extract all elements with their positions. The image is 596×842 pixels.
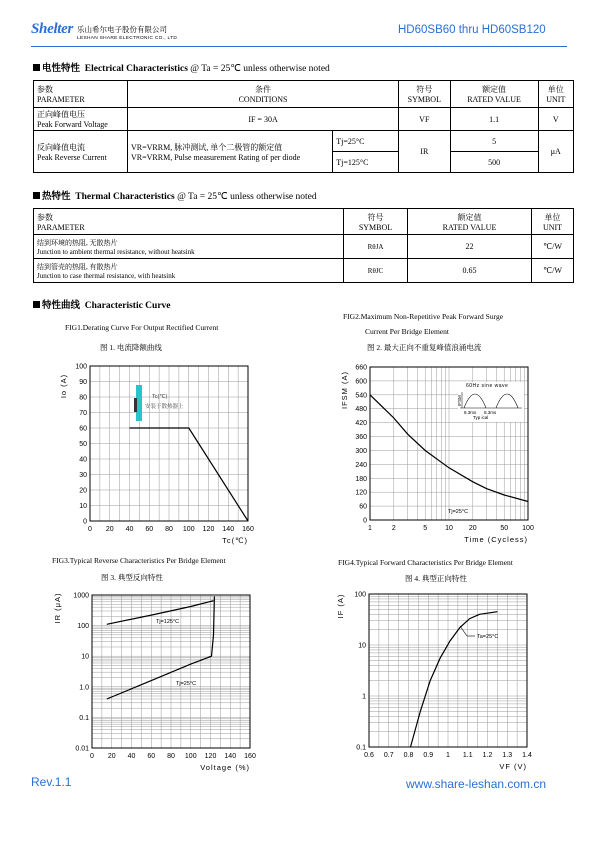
y-tick-label: 0.1 [79, 714, 89, 722]
x-tick-label: 0.7 [383, 752, 394, 759]
y-tick-label: 10 [81, 653, 89, 661]
y-tick-label: 360 [355, 434, 367, 442]
fig3-reverse-chart [48, 586, 260, 778]
y-tick-label: 90 [79, 379, 87, 386]
x-tick-label: 0.6 [364, 752, 374, 759]
x-tick-label: 40 [127, 753, 136, 760]
header-unit: 单位 UNIT [532, 209, 574, 235]
bullet-icon [33, 192, 40, 199]
thermal-section-heading [33, 188, 317, 202]
header-symbol: 符号 SYMBOL [399, 81, 451, 108]
inset-label: 8.3ms [484, 410, 497, 415]
fig2-caption-en-2: Current Per Bridge Element [365, 327, 449, 336]
x-tick-label: 60 [147, 753, 156, 760]
curves-section-heading [33, 297, 171, 311]
annotation-label: Tj=125°C [156, 619, 180, 625]
y-tick-label: 300 [355, 447, 367, 455]
cell-param: 结到环境的热阻, 无散热片 Junction to ambient thermal resistance, without heatsink [34, 235, 344, 259]
electrical-section-heading [33, 60, 330, 74]
x-tick-label: 80 [167, 753, 175, 760]
curves-title-en: Characteristic Curve [84, 301, 171, 311]
fig4-caption-en: FIG4.Typical Forward Characteristics Per Bridge Element [338, 558, 513, 567]
x-tick-label: 20 [107, 753, 116, 760]
x-tick-label: 60 [145, 526, 154, 533]
x-axis-label: Voltage (%) [200, 763, 250, 772]
thermal-table [33, 208, 574, 283]
header-parameter: 参数 PARAMETER [34, 81, 128, 108]
x-tick-label: 160 [242, 526, 254, 533]
x-tick-label: 1.1 [462, 752, 473, 759]
series-line-2 [107, 596, 215, 699]
x-tick-label: 100 [522, 525, 534, 532]
cell-symbol: RθJC [344, 259, 408, 283]
x-tick-label: 160 [244, 753, 256, 760]
cell-value: 0.65 [408, 259, 532, 283]
x-tick-label: 0.8 [403, 752, 414, 759]
x-tick-label: 40 [125, 526, 134, 533]
y-tick-label: 80 [79, 394, 87, 402]
x-tick-label: 20 [468, 525, 477, 532]
y-tick-label: 540 [355, 392, 367, 400]
header-rule [31, 46, 567, 47]
annotation-label: Ta=25°C [477, 634, 499, 640]
y-tick-label: 60 [79, 425, 87, 433]
x-tick-label: 50 [500, 525, 509, 532]
x-tick-label: 5 [423, 525, 428, 532]
electrical-title-cn: 电性特性 [42, 64, 81, 74]
x-tick-label: 80 [165, 526, 173, 533]
x-tick-label: 1 [368, 525, 372, 532]
y-tick-label: 100 [75, 363, 87, 371]
table-row [34, 259, 574, 283]
cell-unit: ℃/W [532, 259, 574, 283]
y-tick-label: 100 [77, 623, 89, 631]
cell-value-125: 500 [450, 152, 538, 173]
y-tick-label: 120 [355, 489, 367, 497]
cell-temp-25: Tj=25°C [333, 131, 399, 152]
table-row [34, 108, 574, 131]
annotation-label: Tj=25°C [176, 681, 197, 687]
annotation-leader [460, 626, 467, 636]
y-axis-label: IFSM (A) [340, 371, 349, 409]
part-number-title: HD60SB60 thru HD60SB120 [398, 24, 546, 36]
y-tick-label: 0 [83, 518, 87, 526]
fig3-caption-en: FIG3.Typical Reverse Characteristics Per Bridge Element [52, 556, 226, 565]
x-tick-label: 1 [446, 752, 450, 759]
legend-text: Tc(℃) [152, 394, 168, 400]
legend-swatch-dark [134, 398, 137, 412]
header-rated-value: 额定值 RATED VALUE [450, 81, 538, 108]
y-axis-label: Io (A) [59, 373, 68, 399]
y-tick-label: 40 [79, 456, 87, 464]
cell-value: 22 [408, 235, 532, 259]
cell-symbol: VF [399, 108, 451, 131]
x-tick-label: 140 [224, 753, 237, 760]
company-name-en: LESHAN SHARE ELECTRONIC CO., LTD [77, 36, 178, 41]
fig1-caption-en: FIG1.Derating Curve For Output Rectified Current [65, 323, 219, 332]
cell-temp-125: Tj=125°C [333, 152, 399, 173]
x-tick-label: 1.4 [522, 752, 532, 759]
header-symbol: 符号 SYMBOL [344, 209, 408, 235]
thermal-title-cn: 热特性 [42, 192, 71, 202]
x-tick-label: 10 [445, 525, 453, 532]
header-unit: 单位 UNIT [538, 81, 573, 108]
x-axis-label: Time (Cycless) [464, 535, 528, 544]
bullet-icon [33, 64, 40, 71]
cell-param: 正向峰值电压 Peak Forward Voltage [34, 108, 128, 131]
fig1-caption-cn: 图 1. 电流降额曲线 [100, 343, 162, 352]
x-tick-label: 140 [222, 526, 235, 533]
x-tick-label: 1.2 [482, 752, 493, 759]
y-tick-label: 480 [355, 406, 367, 414]
y-tick-label: 30 [79, 472, 87, 479]
y-tick-label: 420 [355, 420, 367, 428]
header-conditions: 条件 CONDITIONS [128, 81, 399, 108]
y-axis-label: IF (A) [336, 593, 345, 619]
y-tick-label: 1.0 [79, 684, 89, 692]
y-tick-label: 1 [362, 693, 366, 701]
x-tick-label: 2 [391, 525, 396, 532]
y-tick-label: 60 [359, 503, 367, 511]
y-tick-label: 70 [79, 410, 87, 417]
y-tick-label: 20 [79, 487, 87, 495]
cell-unit: ℃/W [532, 235, 574, 259]
cell-value: 1.1 [450, 108, 538, 131]
thermal-note: @ Ta = 25℃ unless otherwise noted [177, 192, 317, 202]
y-tick-label: 1000 [73, 592, 89, 600]
header-parameter: 参数 PARAMETER [34, 209, 344, 235]
x-axis-label: VF (V) [499, 762, 527, 771]
electrical-note: @ Ta = 25℃ unless otherwise noted [190, 64, 330, 74]
x-tick-label: 100 [182, 526, 195, 533]
legend-text: 安装于散热器上 [145, 404, 184, 410]
website-link[interactable]: www.share-leshan.com.cn [406, 777, 547, 791]
x-tick-label: 0 [88, 526, 92, 533]
y-tick-label: 600 [355, 378, 367, 386]
x-tick-label: 120 [204, 753, 217, 760]
y-tick-label: 240 [355, 461, 367, 469]
y-tick-label: 100 [354, 591, 366, 599]
cell-condition: VR=VRRM, 脉冲测试, 单个二极管的额定值 VR=VRRM, Pulse measurement Rating of per diode [128, 131, 333, 173]
x-tick-label: 20 [105, 526, 114, 533]
x-tick-label: 1.3 [502, 752, 513, 759]
y-axis-label: IR (μA) [53, 592, 62, 624]
cell-condition: IF = 30A [128, 108, 399, 131]
fig4-forward-chart [335, 586, 539, 778]
y-tick-label: 10 [358, 642, 366, 650]
fig3-caption-cn: 图 3. 典型反向特性 [101, 573, 163, 582]
y-tick-label: 10 [79, 503, 87, 510]
cell-value-25: 5 [450, 131, 538, 152]
header-rated-value: 额定值 RATED VALUE [408, 209, 532, 235]
y-tick-label: 0.1 [356, 744, 366, 752]
x-tick-label: 120 [202, 526, 215, 533]
series-line-1 [411, 612, 498, 747]
bullet-icon [33, 301, 40, 308]
annotation-label: Tj=25°C [448, 509, 469, 515]
electrical-title-en: Electrical Characteristics [84, 64, 188, 74]
fig2-surge-chart [338, 358, 538, 548]
y-tick-label: 180 [355, 475, 367, 483]
y-tick-label: 0 [363, 517, 367, 525]
inset-label: 8.3ms [464, 410, 477, 415]
x-tick-label: 0.9 [423, 752, 434, 759]
fig1-derating-chart [58, 358, 258, 550]
cell-param: 反向峰值电流 Peak Reverse Current [34, 131, 128, 173]
cell-symbol: IR [399, 131, 451, 173]
table-row [34, 131, 574, 152]
table-row [34, 235, 574, 259]
x-axis-label: Tc(℃) [222, 536, 248, 545]
x-tick-label: 0 [90, 753, 94, 760]
y-tick-label: 50 [79, 441, 87, 448]
curves-title-cn: 特性曲线 [42, 301, 81, 311]
cell-unit: μA [538, 131, 573, 173]
electrical-table [33, 80, 574, 173]
x-tick-label: 100 [184, 753, 197, 760]
cell-symbol: RθJA [344, 235, 408, 259]
fig2-caption-cn: 图 2. 最大正向不重复峰值浪涌电流 [367, 343, 482, 352]
company-name-cn: 乐山希尔电子股份有限公司 [77, 25, 167, 34]
cell-unit: V [538, 108, 573, 131]
company-logo: Shelter [31, 21, 74, 37]
inset-label: Typ ical [473, 415, 489, 420]
fig2-caption-en-1: FIG2.Maximum Non-Repetitive Peak Forward Surge [343, 312, 504, 321]
inset-ifsm-label: IFSM [457, 395, 462, 406]
thermal-title-en: Thermal Characteristics [75, 192, 175, 202]
y-tick-label: 660 [355, 364, 367, 372]
inset-title: 60Hz sine wave [466, 383, 509, 389]
y-tick-label: 0.01 [75, 745, 89, 753]
cell-param: 结到管壳的热阻, 有散热片 Junction to case thermal resistance, with heatsink [34, 259, 344, 283]
fig4-caption-cn: 图 4. 典型正向特性 [405, 574, 467, 583]
revision-label: Rev.1.1 [31, 775, 72, 789]
